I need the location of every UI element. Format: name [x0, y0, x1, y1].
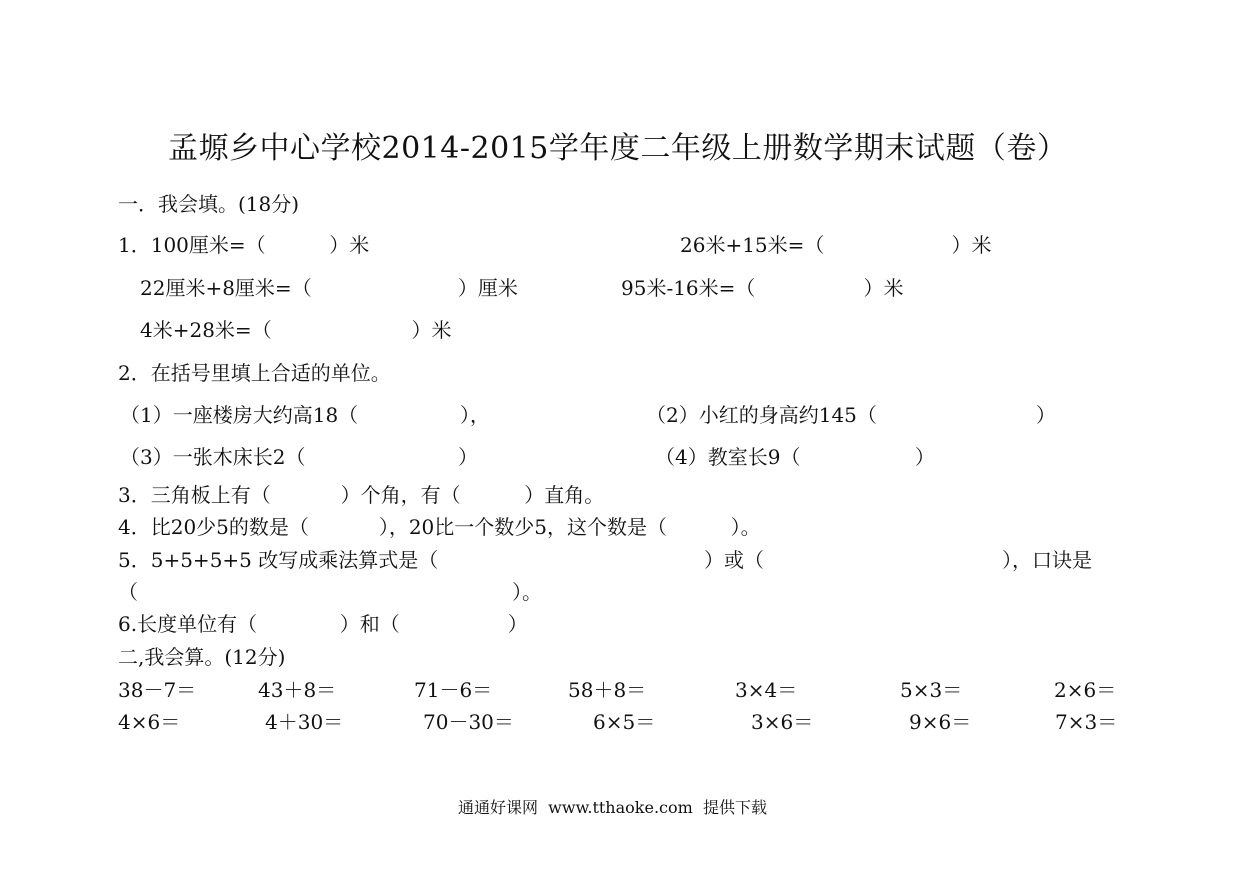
- calc-row1-item: 38－7＝: [118, 678, 197, 702]
- q2-part-2: （2）小红的身高约145（ ）: [646, 403, 1056, 427]
- q5-part-b: ）或（: [704, 548, 764, 572]
- q1-item-b: 26米+15米=（ ）米: [680, 233, 992, 257]
- calc-row1-item: 43＋8＝: [258, 678, 337, 702]
- q1-item-e: 4米+28米=（ ）米: [140, 318, 452, 342]
- q3: 3．三角板上有（ ）个角，有（ ）直角。: [118, 483, 605, 507]
- calc-row2-item: 4×6＝: [118, 710, 181, 734]
- q1-item-d: 95米-16米=（ ）米: [621, 276, 904, 300]
- calc-row1-item: 3×4＝: [735, 678, 798, 702]
- q6: 6.长度单位有（ ）和（ ）: [118, 612, 528, 636]
- calc-row1-item: 5×3＝: [900, 678, 963, 702]
- q5-part-a: 5．5+5+5+5 改写成乘法算式是（: [118, 548, 439, 572]
- calc-row2-item: 9×6＝: [909, 710, 972, 734]
- calc-row1-item: 58＋8＝: [568, 678, 647, 702]
- calc-row2-item: 7×3＝: [1055, 710, 1118, 734]
- calc-row2-item: 70－30＝: [423, 710, 514, 734]
- q2-part-3: （3）一张木床长2（ ）: [120, 445, 479, 469]
- q2-label: 2．在括号里填上合适的单位。: [118, 361, 391, 385]
- calc-row1-item: 2×6＝: [1054, 678, 1117, 702]
- calc-row2-item: 3×6＝: [751, 710, 814, 734]
- q2-part-4: （4）教室长9（ ）: [655, 445, 935, 469]
- calc-row2-item: 4＋30＝: [265, 710, 344, 734]
- section1-heading: 一．我会填。(18分): [118, 192, 300, 216]
- q2-part-1: （1）一座楼房大约高18（ ），: [120, 403, 490, 427]
- q4: 4．比20少5的数是（ ），20比一个数少5，这个数是（ ）。: [118, 515, 761, 539]
- section2-heading: 二,我会算。(12分): [118, 645, 286, 669]
- footer-source: 通通好课网 www.tthaoke.com 提供下载: [458, 798, 767, 817]
- q5-part-c: ），口诀是: [1002, 548, 1092, 572]
- calc-row2-item: 6×5＝: [593, 710, 656, 734]
- page-title: 孟塬乡中心学校2014-2015学年度二年级上册数学期末试题（卷）: [168, 131, 1068, 166]
- q1-item-a: 1．100厘米=（ ）米: [118, 233, 370, 257]
- q5-part-d: （: [118, 580, 138, 604]
- q5-part-e: ）。: [512, 580, 542, 604]
- calc-row1-item: 71－6＝: [414, 678, 493, 702]
- q1-item-c: 22厘米+8厘米=（ ）厘米: [140, 276, 518, 300]
